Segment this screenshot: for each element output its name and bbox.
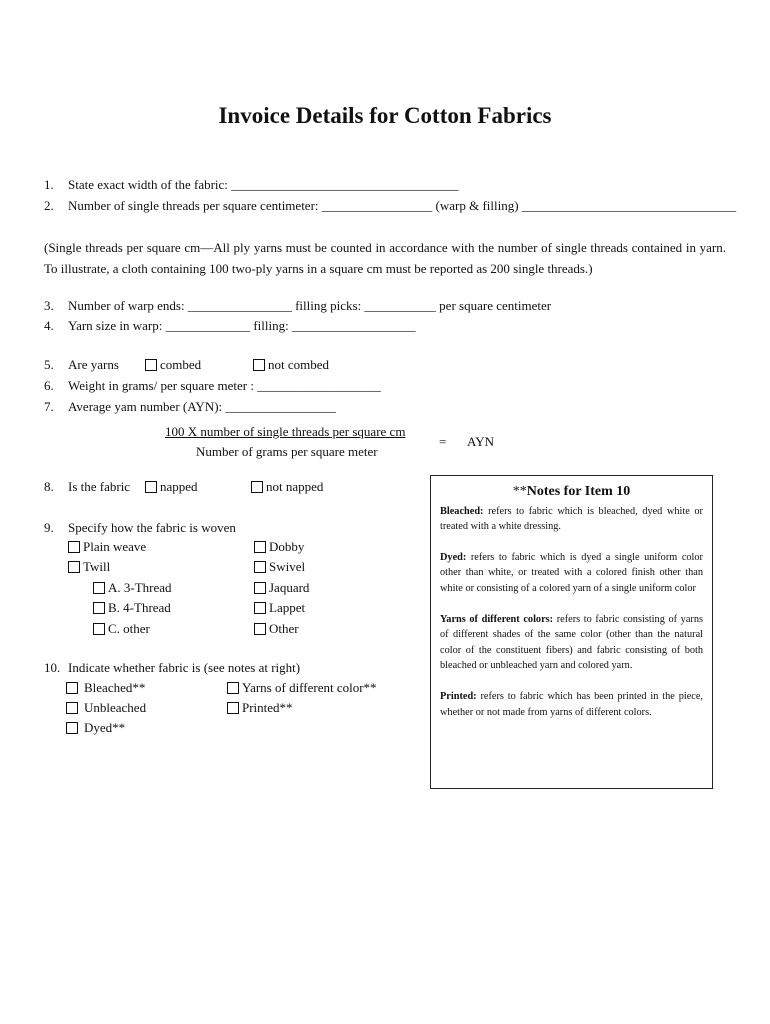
explanation-paragraph: (Single threads per square cm—All ply yarns must be counted in accordance with the number of single threads contained in yarn. To illustrate, a cloth containing 100 two-ply yarns in a square cm must be reported as 200 single threads.) <box>44 240 726 276</box>
question-number: 3. <box>44 298 54 313</box>
notes-stars: ** <box>512 484 527 499</box>
weight-field[interactable]: Weight in grams/ per square meter : ___________________ <box>68 378 381 393</box>
option-label: Lappet <box>269 600 306 615</box>
dyed-checkbox[interactable] <box>66 722 78 734</box>
note-printed <box>440 689 703 720</box>
note-term: Dyed: <box>440 551 467 563</box>
option-label: combed <box>160 357 202 372</box>
note-text: refers to fabric which is bleached, dyed white or treated with a white dressing. <box>440 505 703 533</box>
width-field[interactable]: State exact width of the fabric: ___________________________________ <box>68 177 459 192</box>
jaquard-option[interactable] <box>254 580 309 596</box>
question-3 <box>44 298 551 314</box>
formula-result: AYN <box>467 434 494 449</box>
combed-checkbox[interactable] <box>145 359 157 371</box>
question-9 <box>44 520 236 536</box>
combed-option[interactable] <box>145 357 201 373</box>
note-bleached <box>440 504 703 535</box>
note-yarns-different-colors <box>440 612 703 674</box>
question-label: Is the fabric <box>68 479 131 494</box>
ayn-field[interactable]: Average yam number (AYN): _________________ <box>68 399 336 414</box>
note-text: refers to fabric which is dyed a single uniform color other than white, or treated with a colored finish other than white or consisting of a colored yarn of a single uniform color <box>440 551 703 594</box>
question-4 <box>44 318 416 334</box>
option-label: not combed <box>268 357 330 372</box>
question-number: 2. <box>44 198 54 213</box>
option-label: A. 3-Thread <box>108 580 172 595</box>
plain-weave-checkbox[interactable] <box>68 541 80 553</box>
note-term: Yarns of different colors: <box>440 613 554 625</box>
option-label: Jaquard <box>269 580 310 595</box>
page-title: Invoice Details for Cotton Fabrics <box>218 103 552 128</box>
dyed-option[interactable] <box>66 720 125 736</box>
other-thread-option[interactable] <box>93 621 150 637</box>
option-label: Unbleached <box>84 700 147 715</box>
note-text: refers to fabric which has been printed in the piece, whether or not made from yarns of different colors. <box>440 690 703 718</box>
question-8 <box>44 479 130 495</box>
note-term: Printed: <box>440 690 477 702</box>
not-combed-option[interactable] <box>253 357 329 373</box>
option-label: Twill <box>83 559 111 574</box>
option-label: Yarns of different color** <box>242 680 377 695</box>
yarns-different-color-option[interactable] <box>227 680 377 696</box>
formula-equals: = <box>439 434 447 449</box>
question-label: Are yarns <box>68 357 119 372</box>
question-number: 1. <box>44 177 54 192</box>
option-label: Other <box>269 621 299 636</box>
option-label: napped <box>160 479 198 494</box>
yarns-different-color-checkbox[interactable] <box>227 682 239 694</box>
option-label: B. 4-Thread <box>108 600 171 615</box>
note-dyed <box>440 550 703 597</box>
threads-field[interactable]: Number of single threads per square centimeter: _________________ (warp & filling) _________________________________ <box>68 198 737 213</box>
option-label: Plain weave <box>83 539 147 554</box>
twill-option[interactable] <box>68 559 110 575</box>
question-label: Specify how the fabric is woven <box>68 520 236 535</box>
four-thread-checkbox[interactable] <box>93 602 105 614</box>
question-2 <box>44 198 736 214</box>
notes-title-text: Notes for Item 10 <box>526 484 631 499</box>
formula-denominator: Number of grams per square meter <box>196 444 378 459</box>
option-label: Printed** <box>242 700 293 715</box>
question-6 <box>44 378 381 394</box>
question-7 <box>44 399 336 415</box>
other-weave-option[interactable] <box>254 621 299 637</box>
unbleached-checkbox[interactable] <box>66 702 78 714</box>
notes-box <box>430 475 713 789</box>
bleached-checkbox[interactable] <box>66 682 78 694</box>
warp-ends-field[interactable]: Number of warp ends: ________________ filling picks: ___________ per square centimeter <box>68 298 552 313</box>
question-number: 8. <box>44 479 54 494</box>
lappet-checkbox[interactable] <box>254 602 266 614</box>
option-label: Bleached** <box>84 680 146 695</box>
bleached-option[interactable] <box>66 680 145 696</box>
napped-checkbox[interactable] <box>145 481 157 493</box>
question-5 <box>44 357 119 373</box>
four-thread-option[interactable] <box>93 600 171 616</box>
plain-weave-option[interactable] <box>68 539 146 555</box>
question-number: 5. <box>44 357 54 372</box>
question-number: 10. <box>44 660 61 675</box>
three-thread-checkbox[interactable] <box>93 582 105 594</box>
question-number: 4. <box>44 318 54 333</box>
yarn-size-field[interactable]: Yarn size in warp: _____________ filling: ___________________ <box>68 318 416 333</box>
note-term: Bleached: <box>440 505 484 517</box>
note-text: refers to fabric consisting of yarns of different shades of the same color (other than the natural color of the constituent fibers) and fabric consisting of both bleached or unbleached yarn and colored yarn. <box>440 613 703 672</box>
option-label: Dobby <box>269 539 305 554</box>
option-label: Swivel <box>269 559 306 574</box>
three-thread-option[interactable] <box>93 580 172 596</box>
notes-title <box>440 484 703 500</box>
question-10 <box>44 660 300 676</box>
napped-option[interactable] <box>145 479 198 495</box>
other-thread-checkbox[interactable] <box>93 623 105 635</box>
question-1 <box>44 177 459 193</box>
question-number: 6. <box>44 378 54 393</box>
dobby-option[interactable] <box>254 539 304 555</box>
question-label: Indicate whether fabric is (see notes at right) <box>68 660 301 675</box>
unbleached-option[interactable] <box>66 700 146 716</box>
option-label: Dyed** <box>84 720 126 735</box>
printed-option[interactable] <box>227 700 293 716</box>
lappet-option[interactable] <box>254 600 305 616</box>
question-number: 9. <box>44 520 54 535</box>
not-napped-option[interactable] <box>251 479 323 495</box>
jaquard-checkbox[interactable] <box>254 582 266 594</box>
formula-numerator: 100 X number of single threads per square cm <box>165 424 406 439</box>
dobby-checkbox[interactable] <box>254 541 266 553</box>
option-label: C. other <box>108 621 150 636</box>
twill-checkbox[interactable] <box>68 561 80 573</box>
not-combed-checkbox[interactable] <box>253 359 265 371</box>
swivel-option[interactable] <box>254 559 305 575</box>
other-weave-checkbox[interactable] <box>254 623 266 635</box>
swivel-checkbox[interactable] <box>254 561 266 573</box>
question-number: 7. <box>44 399 54 414</box>
not-napped-checkbox[interactable] <box>251 481 263 493</box>
printed-checkbox[interactable] <box>227 702 239 714</box>
option-label: not napped <box>266 479 324 494</box>
